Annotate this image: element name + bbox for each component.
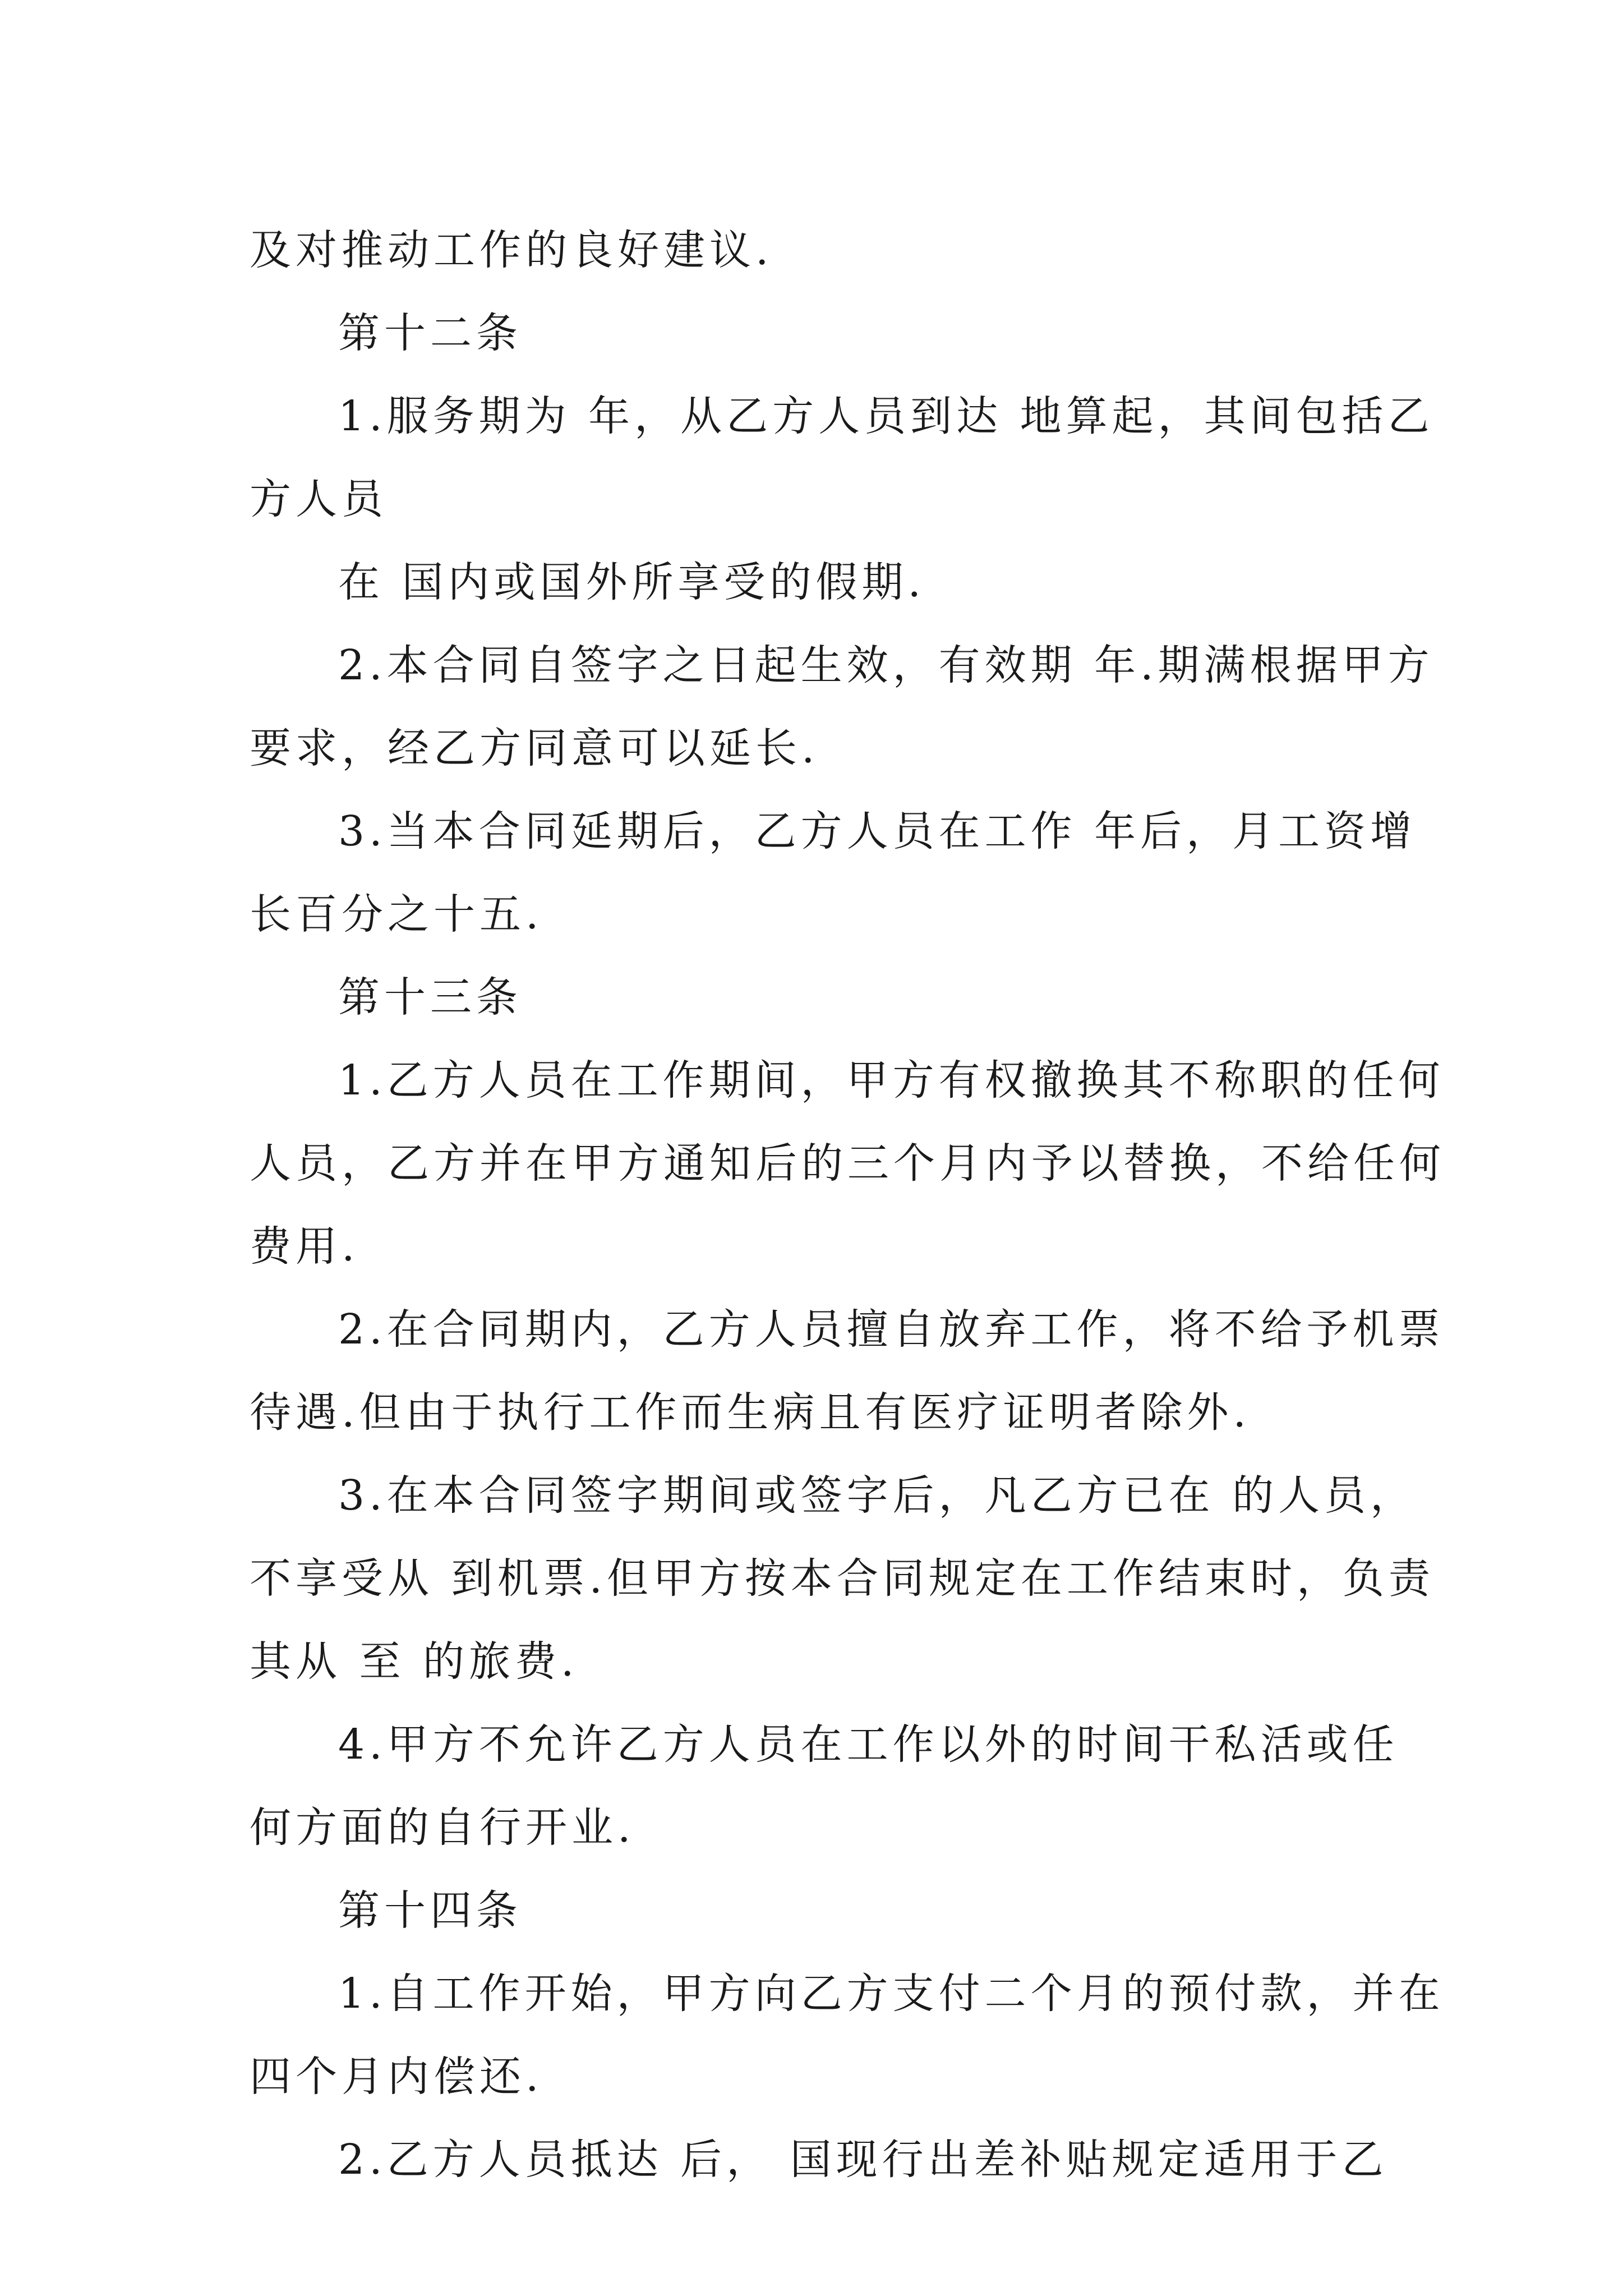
document-body	[250, 209, 1445, 2201]
text-line: 及对推动工作的良好建议.	[250, 226, 773, 274]
text-line: 四个月内偿还.	[250, 2053, 543, 2101]
text-line: 3.在本合同签字期间或签字后，凡乙方已在 的人员，	[338, 1471, 1417, 1520]
text-line: 4.甲方不允许乙方人员在工作以外的时间干私活或任	[338, 1720, 1399, 1769]
article-heading: 第十四条	[338, 1887, 522, 1935]
text-line: 要求，经乙方同意可以延长.	[250, 724, 819, 772]
text-line: 2.在合同期内，乙方人员擅自放弃工作，将不给予机票	[338, 1305, 1445, 1354]
text-line: 方人员	[250, 475, 388, 523]
text-line: 费用.	[250, 1222, 359, 1271]
text-line: 其从 至 的旅费.	[250, 1637, 579, 1686]
text-line: 2.本合同自签字之日起生效，有效期 年.期满根据甲方	[338, 641, 1434, 689]
text-line: 1.服务期为 年，从乙方人员到达 地算起，其间包括乙	[338, 392, 1434, 440]
text-line: 1.自工作开始，甲方向乙方支付二个月的预付款，并在	[338, 1970, 1445, 2018]
text-line: 3.当本合同延期后，乙方人员在工作 年后，月工资增	[338, 807, 1417, 855]
article-heading: 第十二条	[338, 309, 522, 357]
text-line: 不享受从 到机票.但甲方按本合同规定在工作结束时，负责	[250, 1554, 1435, 1603]
article-heading: 第十三条	[338, 973, 522, 1022]
text-line: 长百分之十五.	[250, 890, 543, 938]
text-line: 待遇.但由于执行工作而生病且有医疗证明者除外.	[250, 1388, 1251, 1437]
text-line: 何方面的自行开业.	[250, 1803, 635, 1852]
text-line: 在 国内或国外所享受的假期.	[338, 558, 926, 606]
text-line: 人员，乙方并在甲方通知后的三个月内予以替换，不给任何	[250, 1139, 1445, 1188]
text-line: 2.乙方人员抵达 后， 国现行出差补贴规定适用于乙	[338, 2136, 1388, 2184]
text-line: 1.乙方人员在工作期间，甲方有权撤换其不称职的任何	[338, 1056, 1445, 1105]
